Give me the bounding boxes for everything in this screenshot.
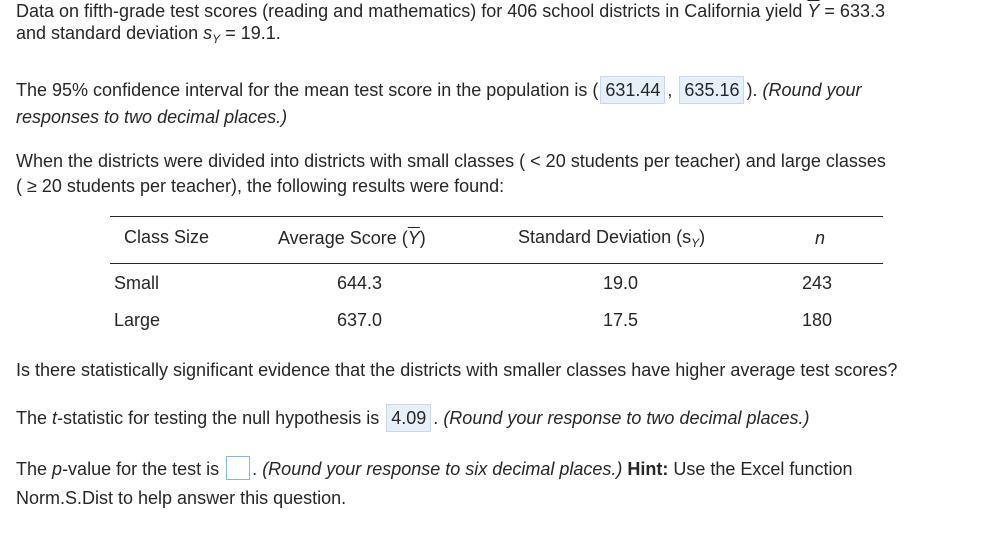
split-line-2: ( ≥ 20 students per teacher), the following results were found: <box>16 176 505 196</box>
header-sd-label: Standard Deviation (s <box>518 227 692 247</box>
tstat-line <box>16 404 810 432</box>
ci-close: ). <box>746 80 758 100</box>
split-line-1: When the districts were divided into districts with small classes ( < 20 students per teacher) and large classes <box>16 151 886 171</box>
pvalue-line <box>16 456 852 482</box>
tstat-note: (Round your response to two decimal places.) <box>443 408 810 428</box>
ci-line <box>16 76 862 104</box>
table-header-rule <box>110 263 883 264</box>
header-average-score-close: ) <box>419 228 426 248</box>
s-subscript: Y <box>212 32 221 46</box>
pvalue-note: (Round your response to six decimal places.) <box>262 459 623 479</box>
ci-lower-answer[interactable]: 631.44 <box>600 76 665 104</box>
row-large-n: 180 <box>802 310 833 330</box>
y-bar-header-symbol: $\overline{Y}$ <box>407 228 420 248</box>
t-symbol: t <box>52 408 58 428</box>
ci-separator: , <box>667 80 673 100</box>
intro-mean-value: = 633.3 <box>824 1 885 21</box>
row-large-class-size: Large <box>114 310 161 330</box>
header-sd-subscript: Y <box>691 236 700 250</box>
tstat-text-b: -statistic for testing the null hypothesis is <box>57 408 380 428</box>
s-symbol: s <box>203 23 213 43</box>
header-standard-deviation <box>518 226 705 254</box>
row-large-avg: 637.0 <box>337 310 383 330</box>
row-small-class-size: Small <box>114 273 160 293</box>
row-large-sd: 17.5 <box>603 310 639 330</box>
question-text: Is there statistically significant evidence that the districts with smaller classes have higher average test scores? <box>16 360 898 380</box>
row-small-sd: 19.0 <box>603 273 639 293</box>
header-sd-close: ) <box>699 227 706 247</box>
intro-line-1 <box>16 0 885 22</box>
row-small-avg: 644.3 <box>337 273 383 293</box>
ci-note: (Round your <box>762 80 862 100</box>
intro-sd-value: = 19.1. <box>225 23 281 43</box>
pvalue-line-2: Norm.S.Dist to help answer this question. <box>16 488 347 508</box>
tstat-period: . <box>433 408 439 428</box>
y-bar-symbol: $\overline{Y}$ <box>807 1 820 21</box>
results-table <box>110 216 883 341</box>
tstat-answer[interactable]: 4.09 <box>386 404 431 432</box>
intro-text: Data on fifth-grade test scores (reading and mathematics) for 406 school districts in California yield <box>16 1 803 21</box>
header-n: n <box>815 228 826 248</box>
header-average-score <box>278 227 426 249</box>
ci-upper-answer[interactable]: 635.16 <box>679 76 744 104</box>
intro-line-2 <box>16 22 281 50</box>
tstat-text-a: The <box>16 408 48 428</box>
row-small-n: 243 <box>802 273 833 293</box>
ci-note-line-2: responses to two decimal places.) <box>16 107 288 127</box>
pvalue-text-a: The <box>16 459 48 479</box>
header-average-score-label: Average Score ( <box>278 228 408 248</box>
pvalue-input[interactable] <box>226 456 250 480</box>
hint-text: Use the Excel function <box>673 459 853 479</box>
table-top-rule <box>110 216 883 217</box>
header-class-size: Class Size <box>124 227 210 247</box>
p-symbol: p <box>52 459 63 479</box>
ci-text: The 95% confidence interval for the mean test score in the population is ( <box>16 80 599 100</box>
pvalue-text-b: -value for the test is <box>62 459 220 479</box>
hint-label: Hint: <box>627 459 669 479</box>
intro-text-2: and standard deviation <box>16 23 199 43</box>
pvalue-period: . <box>252 459 258 479</box>
